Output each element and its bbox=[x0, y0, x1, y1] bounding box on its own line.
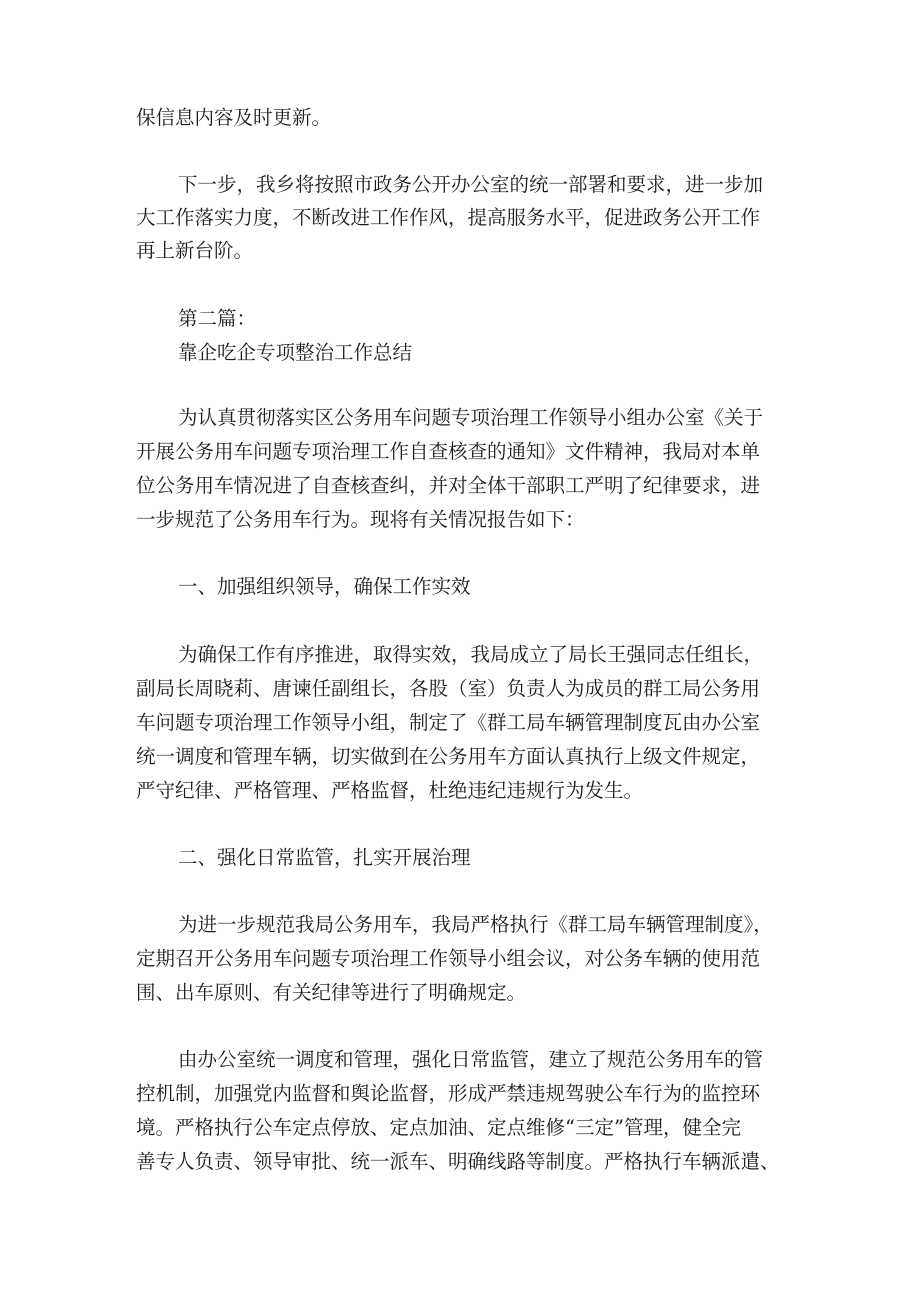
paragraph-line: 由办公室统一调度和管理，强化日常监管，建立了规范公务用车的管 bbox=[178, 1048, 764, 1071]
paragraph-line: 严守纪律、严格管理、严格监督，杜绝违纪违规行为发生。 bbox=[136, 779, 644, 802]
paragraph-line: 控机制，加强党内监督和舆论监督，形成严禁违规驾驶公车行为的监控环 bbox=[136, 1082, 761, 1105]
paragraph-line: 统一调度和管理车辆，切实做到在公务用车方面认真执行上级文件规定， bbox=[136, 745, 761, 768]
next-step-line: 大工作落实力度，不断改进工作作风，提高服务水平，促进政务公开工作 bbox=[136, 206, 761, 229]
next-step-line: 下一步，我乡将按照市政务公开办公室的统一部署和要求，进一步加 bbox=[178, 173, 764, 196]
paragraph-line: 副局长周晓莉、唐谏任副组长，各股（室）负责人为成员的群工局公务用 bbox=[136, 677, 761, 700]
section-heading: 一、加强组织领导，确保工作实效 bbox=[178, 575, 471, 598]
section-label: 第二篇： bbox=[178, 307, 257, 330]
paragraph-line: 境。严格执行公车定点停放、定点加油、定点维修“三定”管理，健全完 bbox=[136, 1116, 741, 1139]
paragraph-line: 车问题专项治理工作领导小组，制定了《群工局车辆管理制度瓦由办公室 bbox=[136, 711, 761, 734]
paragraph-line: 为进一步规范我局公务用车，我局严格执行《群工局车辆管理制度》， bbox=[178, 913, 773, 936]
next-step-line: 再上新台阶。 bbox=[136, 239, 254, 262]
paragraph-line: 定期召开公务用车问题专项治理工作领导小组会议，对公务车辆的使用范 bbox=[136, 947, 761, 970]
article-title: 靠企吃企专项整治工作总结 bbox=[178, 341, 413, 364]
paragraph-line: 围、出车原则、有关纪律等进行了明确规定。 bbox=[136, 981, 527, 1004]
intro-line: 开展公务用车问题专项治理工作自查核查的通知》文件精神，我局对本单 bbox=[136, 440, 761, 463]
paragraph-line: 善专人负责、领导审批、统一派车、明确线路等制度。严格执行车辆派遣、 bbox=[136, 1150, 780, 1173]
intro-line: 位公务用车情况进了自查核查纠，并对全体干部职工严明了纪律要求，进 bbox=[136, 474, 761, 497]
continuation-line: 保信息内容及时更新。 bbox=[136, 106, 332, 129]
section-heading: 二、强化日常监管，扎实开展治理 bbox=[178, 846, 471, 869]
intro-line: 一步规范了公务用车行为。现将有关情况报告如下： bbox=[136, 508, 585, 531]
paragraph-line: 为确保工作有序推进，取得实效，我局成立了局长王强同志任组长， bbox=[178, 643, 764, 666]
intro-line: 为认真贯彻落实区公务用车问题专项治理工作领导小组办公室《关于 bbox=[178, 406, 764, 429]
